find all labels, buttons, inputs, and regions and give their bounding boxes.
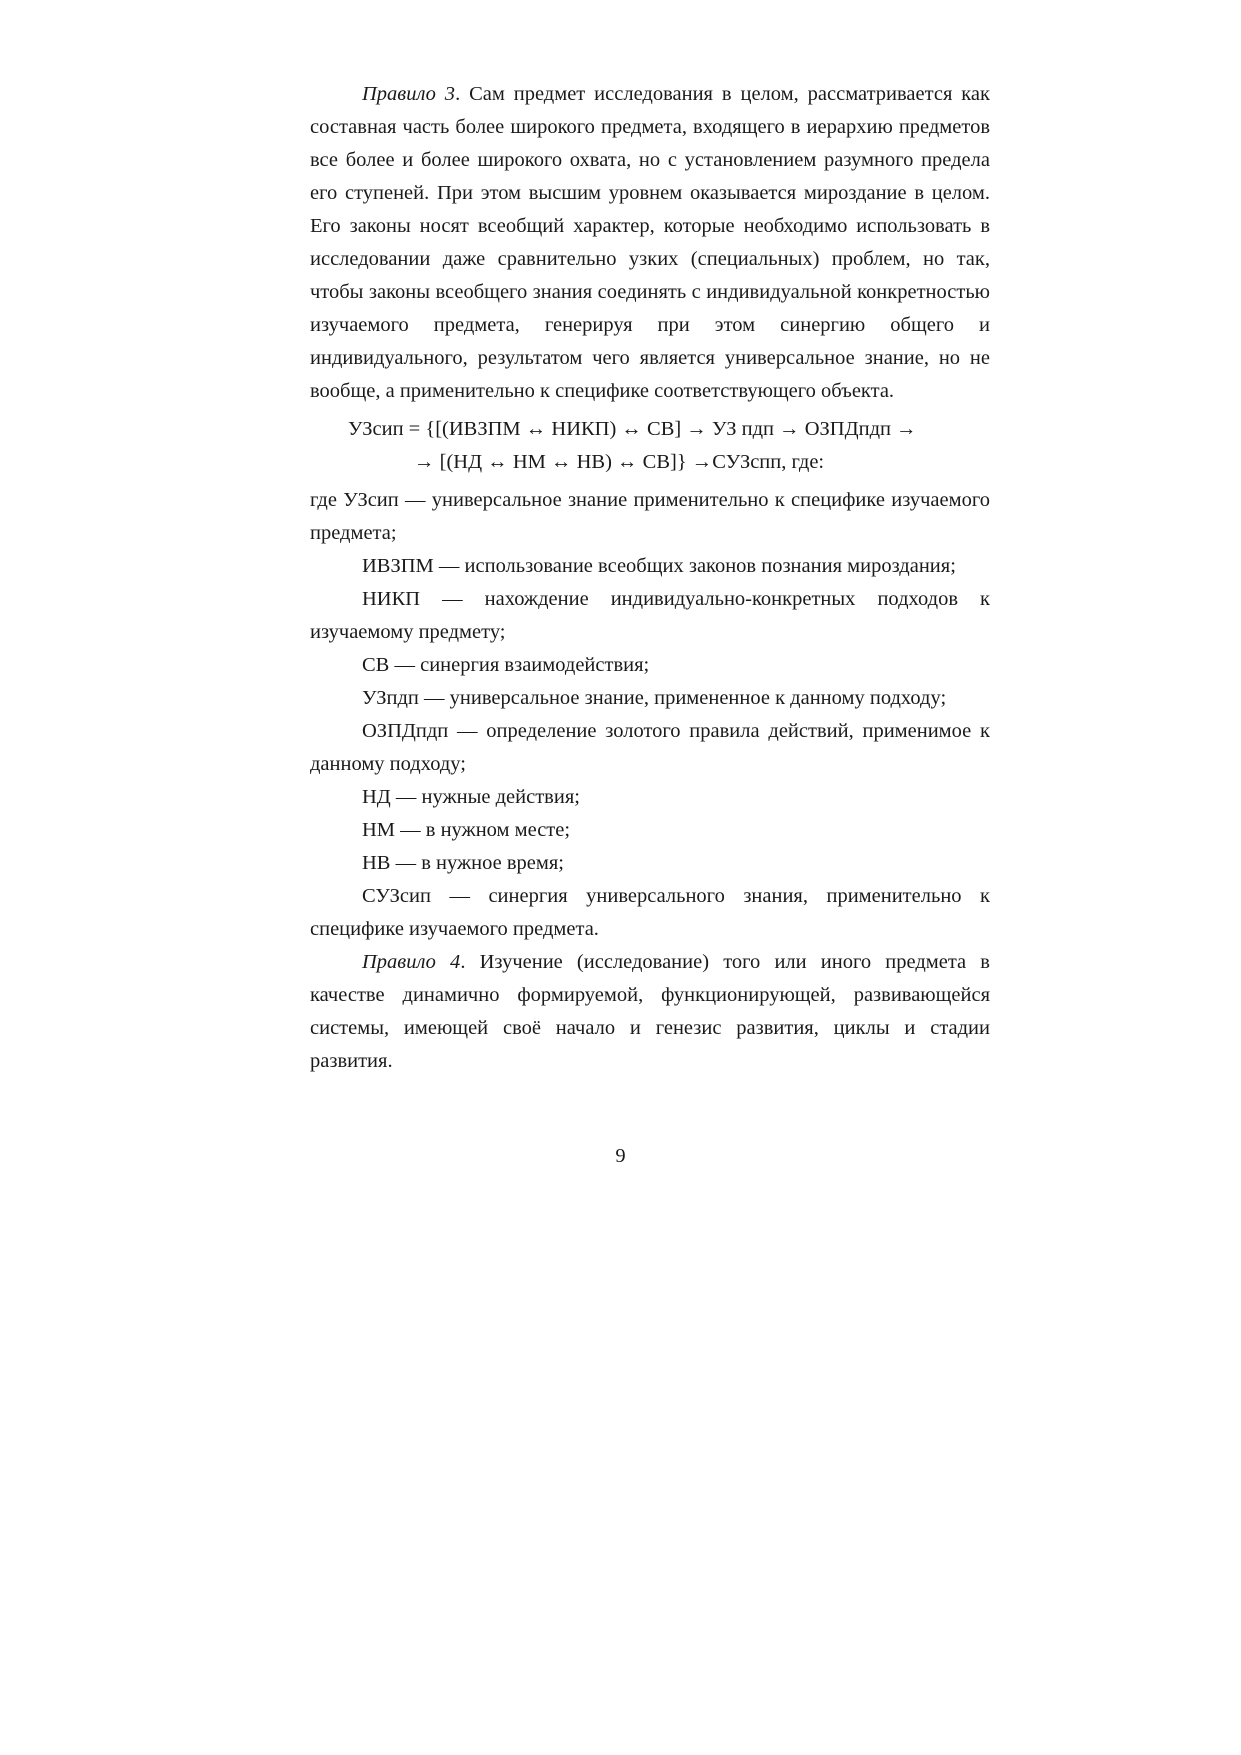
formula-line-2: → [(НД ↔ НМ ↔ НВ) ↔ СВ]} →СУЗспп, где: [414,451,825,473]
definition-item: ИВЗПМ — использование всеобщих законов познания мироздания; [362,555,956,577]
rule-4-paragraph [310,946,990,1078]
definition-item: НВ — в нужное время; [362,852,564,874]
definition-item: СВ — синергия взаимодействия; [362,654,650,676]
definition-item: НИКП — нахождение индивидуально-конкретных подходов к изучаемому предмету; [310,588,990,643]
page-number: 9 [615,1145,626,1167]
definition-item: где УЗсип — универсальное знание применительно к специфике изучаемого предмета; [310,489,990,544]
definition-item: УЗпдп — универсальное знание, примененное к данному подходу; [362,687,947,709]
formula-line-1: УЗсип = {[(ИВЗПМ ↔ НИКП) ↔ СВ] → УЗ пдп → ОЗПДпдп → [348,418,917,440]
definition-item: НМ — в нужном месте; [362,819,571,841]
definition-item: СУЗсип — синергия универсального знания, применительно к специфике изучаемого предмета. [310,885,990,940]
definition-item: ОЗПДпдп — определение золотого правила действий, применимое к данному подходу; [310,720,990,775]
definition-item: НД — нужные действия; [362,786,580,808]
rule-4-label: Правило 4 [362,951,461,973]
rule-3-text: . Сам предмет исследования в целом, рассматривается как составная часть более широкого предмета, входящего в иерархию предметов все более и более широкого охвата, но с установлением разумного предела его ступеней. При этом высшим уровнем оказывается мироздание в целом. Его законы носят всеобщий характер, которые необходимо использовать в исследовании даже сравнительно узких (специальных) проблем, но так, чтобы законы всеобщего знания соединять с индивидуальной конкретностью изучаемого предмета, генерируя при этом синергию общего и индивидуального, результатом чего является универсальное знание, но не вообще, а применительно к специфике соответствующего объекта. [310,83,990,402]
rule-3-label: Правило 3 [362,83,456,105]
rule-3-paragraph [310,78,990,408]
page-body [310,78,990,1078]
rule-4-text: . Изучение (исследование) того или иного предмета в качестве динамично формируемой, функционирующей, развивающейся системы, имеющей своё начало и генезис развития, циклы и стадии развития. [310,951,990,1072]
formula [310,413,990,479]
